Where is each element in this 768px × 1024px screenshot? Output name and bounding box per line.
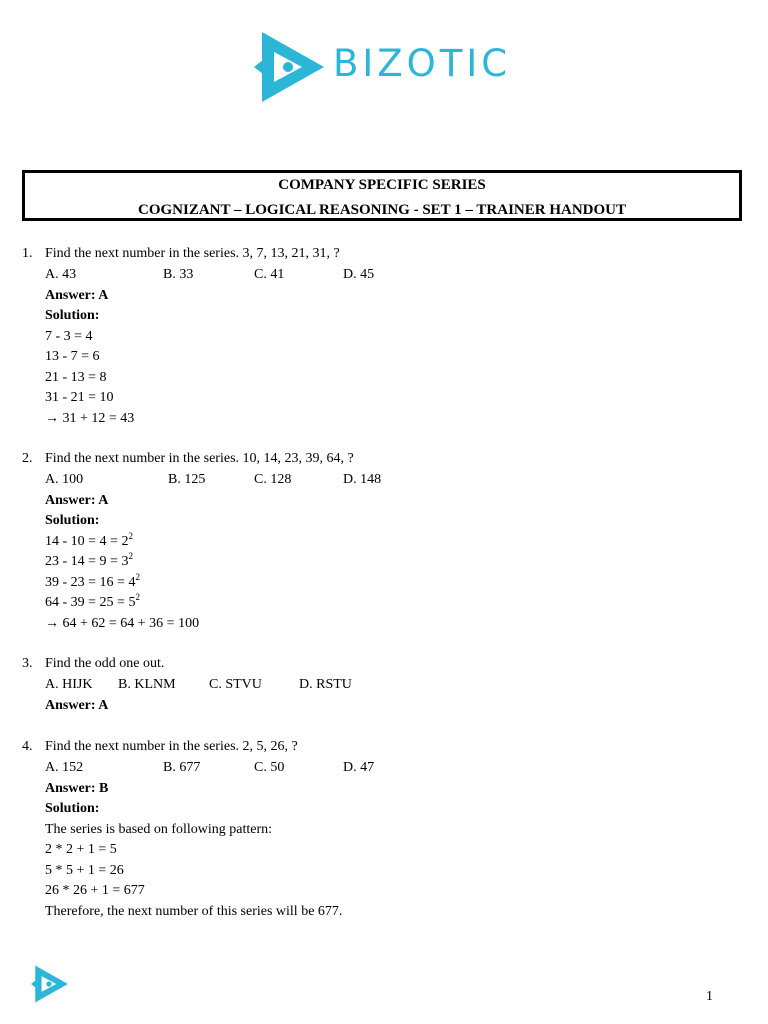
bizotic-footer-logo-icon [30,963,70,1005]
page-number: 1 [706,989,713,1004]
option-c: C. 128 [254,472,292,487]
options-row [45,470,445,490]
solution-line: 21 - 13 = 8 [45,370,107,385]
option-b: B. KLNM [118,677,176,692]
option-d: D. 148 [343,472,382,487]
bizotic-triangle-logo-icon [252,28,328,106]
question-number: 3. [22,656,33,671]
option-d: D. 47 [343,760,375,775]
logo-wordmark: BIZOTIC [333,42,512,85]
option-a: A. 152 [45,760,84,775]
options-row [45,265,445,285]
option-b: B. 677 [163,760,201,775]
series-title: COMPANY SPECIFIC SERIES [278,177,486,193]
solution-line: $23 - 14 = 9 = 3^2$ [45,551,133,569]
options-row [45,675,445,695]
solution-line: 7 - 3 = 4 [45,329,93,344]
solution-line: Therefore, the next number of this series will be 677. [45,904,343,919]
solution-line: → 31 + 12 = 43 [45,411,135,426]
answer: Answer: B [45,781,109,796]
solution-line: 31 - 21 = 10 [45,390,114,405]
solution-label: Solution: [45,513,100,528]
solution-line: 13 - 7 = 6 [45,349,100,364]
options-row [45,758,445,778]
option-d: D. 45 [343,267,375,282]
question-text: Find the odd one out. [45,656,165,671]
solution-line: $64 - 39 = 25 = 5^2$ [45,592,140,610]
title-box [22,170,742,221]
solution-line: 2 * 2 + 1 = 5 [45,842,117,857]
bizotic-logo [250,18,525,116]
option-a: A. 43 [45,267,77,282]
question-number: 2. [22,451,33,466]
option-a: A. HIJK [45,677,93,692]
solution-label: Solution: [45,801,100,816]
question-text: Find the next number in the series. 10, 14, 23, 39, 64, ? [45,451,354,466]
option-c: C. 50 [254,760,285,775]
option-a: A. 100 [45,472,84,487]
solution-line: $14 - 10 = 4 = 2^2$ [45,531,133,549]
question-number: 1. [22,246,33,261]
solution-line: The series is based on following pattern: [45,822,273,837]
answer: Answer: A [45,698,109,713]
solution-label: Solution: [45,308,100,323]
solution-line: 26 * 26 + 1 = 677 [45,883,145,898]
question-text: Find the next number in the series. 2, 5, 26, ? [45,739,298,754]
answer: Answer: A [45,493,109,508]
option-b: B. 125 [168,472,206,487]
solution-line: 5 * 5 + 1 = 26 [45,863,124,878]
handout-title: COGNIZANT – LOGICAL REASONING - SET 1 – TRAINER HANDOUT [137,202,626,218]
option-b: B. 33 [163,267,194,282]
answer: Answer: A [45,288,109,303]
question-text: Find the next number in the series. 3, 7, 13, 21, 31, ? [45,246,340,261]
option-c: C. 41 [254,267,285,282]
question-number: 4. [22,739,33,754]
option-d: D. RSTU [299,677,352,692]
solution-line: → 64 + 62 = 64 + 36 = 100 [45,616,200,631]
option-c: C. STVU [209,677,262,692]
solution-line: $39 - 23 = 16 = 4^2$ [45,572,140,590]
